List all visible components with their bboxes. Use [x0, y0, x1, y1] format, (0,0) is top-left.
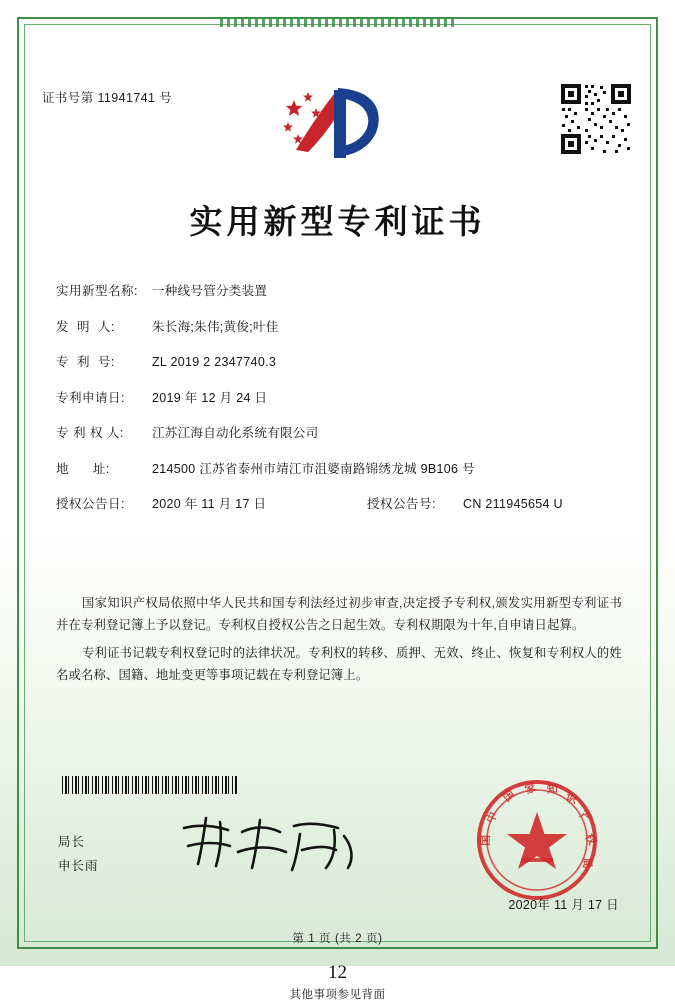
field-value-secondary: CN 211945654 U — [463, 497, 563, 511]
legal-text-block — [56, 592, 622, 692]
official-red-seal-icon — [475, 778, 599, 902]
signature-labels — [58, 830, 99, 878]
paragraph: 专利证书记载专利权登记时的法律状况。专利权的转移、质押、无效、终止、恢复和专利权人的姓名或名称、国籍、地址变更等事项记载在专利登记簿上。 — [56, 646, 622, 682]
field-label: 专 利 权 人: — [56, 426, 124, 440]
svg-text:局: 局 — [580, 856, 595, 870]
svg-text:国: 国 — [500, 787, 518, 805]
top-ornament-strip — [220, 18, 456, 27]
svg-text:产: 产 — [577, 808, 594, 826]
field-value: 江苏江海自动化系统有限公司 — [152, 426, 319, 440]
field-value: 朱长海;朱伟;黄俊;叶佳 — [152, 319, 279, 334]
svg-text:家: 家 — [522, 780, 539, 797]
certificate-field-list — [56, 283, 622, 532]
field-row — [56, 319, 622, 335]
barcode-icon — [62, 776, 238, 794]
seal-date: 2020年 11 月 17 日 — [508, 898, 619, 912]
bottom-note: 其他事项参见背面 — [289, 989, 386, 1001]
field-label: 专利申请日: — [56, 390, 125, 405]
svg-text:中: 中 — [483, 809, 501, 826]
field-row — [56, 461, 622, 477]
paragraph: 国家知识产权局依照中华人民共和国专利法经过初步审查,决定授予专利权,颁发实用新型专利证书并在专利登记簿上予以登记。专利权自授权公告之日起生效。专利权期限为十年,自申请日起算。 — [56, 596, 622, 632]
handwritten-signature-icon — [176, 812, 361, 874]
field-value: ZL 2019 2 2347740.3 — [152, 355, 277, 369]
svg-text:权: 权 — [582, 831, 599, 848]
svg-text:知: 知 — [546, 782, 559, 796]
field-label: 专 利 号: — [56, 355, 115, 369]
signature-title-label: 局长 — [58, 835, 86, 849]
field-value: 一种线号管分类装置 — [152, 284, 268, 298]
signature-name-label: 申长雨 — [58, 859, 99, 873]
field-row — [56, 390, 622, 406]
field-value: 2020 年 11 月 17 日 — [152, 497, 267, 511]
sheet-number: 12 — [328, 962, 347, 983]
corner-ornament-top-right — [624, 17, 658, 51]
page-number: 第 1 页 (共 2 页) — [292, 933, 383, 945]
field-row-grant — [56, 496, 622, 512]
field-label: 发 明 人: — [56, 319, 115, 334]
field-row — [56, 354, 622, 370]
svg-text:识: 识 — [564, 790, 579, 807]
field-value: 2019 年 12 月 24 日 — [152, 390, 268, 405]
page-title: 实用新型专利证书 — [189, 202, 486, 241]
certificate-number: 证书号第 11941741 号 — [42, 91, 173, 105]
field-label: 实用新型名称: — [56, 284, 138, 298]
field-label: 授权公告日: — [56, 497, 125, 511]
field-label-secondary: 授权公告号: — [367, 497, 436, 511]
field-row — [56, 283, 622, 299]
svg-text:国: 国 — [479, 834, 493, 847]
field-label: 地 址: — [56, 461, 110, 476]
cnipa-patent-logo-icon — [278, 84, 398, 164]
qr-code-icon — [559, 82, 633, 156]
field-value: 214500 江苏省泰州市靖江市沮婆南路锦绣龙城 9B106 号 — [152, 461, 475, 476]
corner-ornament-top-left — [17, 17, 51, 51]
field-row — [56, 425, 622, 441]
